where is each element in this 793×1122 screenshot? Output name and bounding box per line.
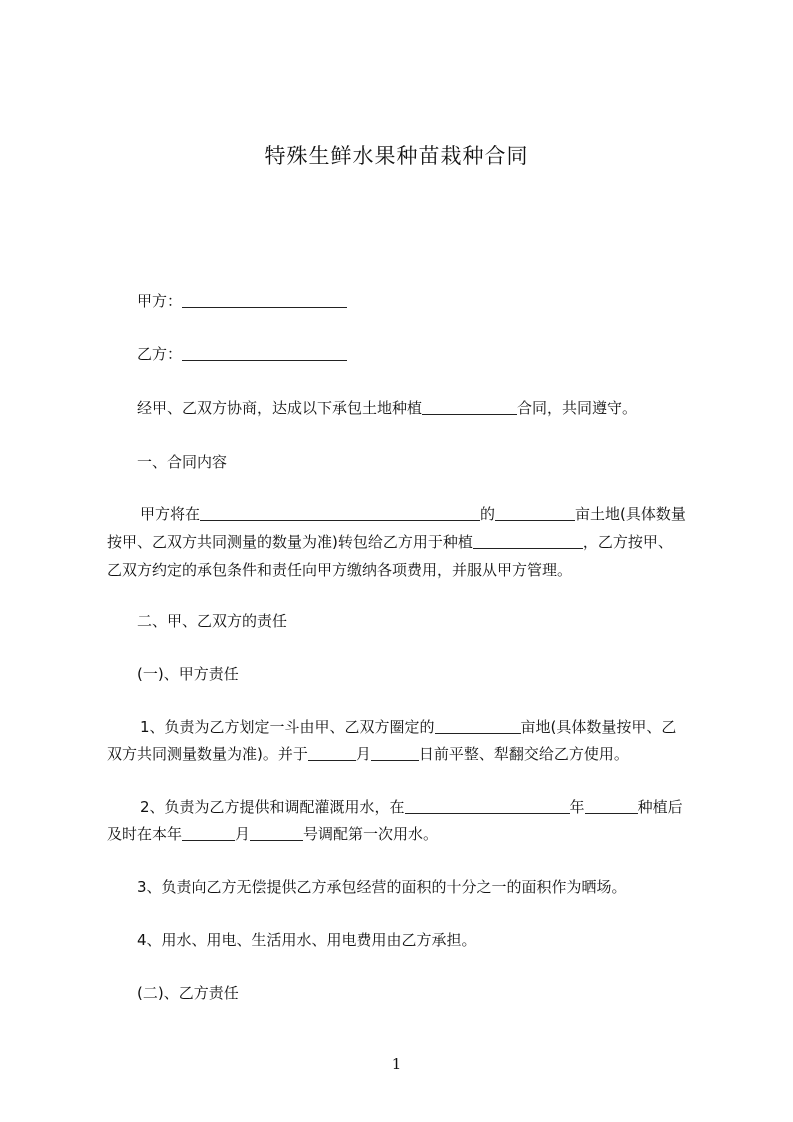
crop-blank[interactable] [422,400,517,415]
item2-line1 [140,797,683,817]
planting-blank[interactable] [473,534,583,549]
item1-month-blank[interactable] [308,746,356,761]
item3: 3、负责向乙方无偿提供乙方承包经营的面积的十分之一的面积作为晒场。 [137,878,627,896]
party-a-line [137,291,347,311]
item2-c: 种植后 [637,798,683,816]
party-b-blank[interactable] [182,346,347,361]
item2-year-blank[interactable] [585,799,638,814]
location-blank[interactable] [200,506,480,521]
section1-heading: 一、合同内容 [137,453,228,471]
party-b-line [137,344,347,364]
sub1-heading: (一)、甲方责任 [137,665,239,683]
item1-line2 [107,744,629,764]
item1-a: 1、负责为乙方划定一斗由甲、乙双方圈定的 [140,718,435,736]
s1-p1-a: 甲方将在 [140,505,201,523]
document-title: 特殊生鲜水果种苗栽种合同 [264,144,529,168]
item2-day-blank[interactable] [250,826,303,841]
sub2-heading: (二)、乙方责任 [137,984,239,1002]
area-blank[interactable] [495,506,575,521]
page-number: 1 [391,1055,402,1073]
s1-p1-b: 的 [480,505,496,523]
item2-b: 年 [569,798,585,816]
item4: 4、用水、用电、生活用水、用电费用由乙方承担。 [137,931,477,949]
party-b-label: 乙方： [137,345,183,363]
item2-f: 号调配第一次用水。 [303,825,439,843]
party-a-label: 甲方： [137,292,183,310]
s1-p2-a: 按甲、乙双方共同测量的数量为准)转包给乙方用于种植 [107,533,473,551]
item1-b: 亩地(具体数量按甲、乙 [520,718,677,736]
s1-line2 [107,532,673,552]
intro-paragraph [137,398,637,418]
item1-e: 日前平整、犁翻交给乙方使用。 [418,745,629,763]
item1-area-blank[interactable] [435,719,521,734]
item2-month-blank[interactable] [182,826,235,841]
s1-p1-c: 亩土地(具体数量 [575,505,686,523]
item1-line1 [140,717,676,737]
item2-e: 月 [235,825,251,843]
s1-line3: 乙双方约定的承包条件和责任向甲方缴纳各项费用，并服从甲方管理。 [107,561,573,579]
item2-d: 及时在本年 [107,825,183,843]
s1-p2-b: ，乙方按甲、 [582,533,673,551]
intro-text-2: 合同，共同遵守。 [517,399,638,417]
intro-text-1: 经甲、乙双方协商，达成以下承包土地种植 [137,399,423,417]
item1-day-blank[interactable] [371,746,419,761]
section2-heading: 二、甲、乙双方的责任 [137,612,288,630]
item2-line2 [107,824,438,844]
s1-line1 [140,504,686,524]
item2-place-blank[interactable] [405,799,570,814]
item1-d: 月 [355,745,371,763]
item1-c: 双方共同测量数量为准)。并于 [107,745,308,763]
party-a-blank[interactable] [182,293,347,308]
item2-a: 2、负责为乙方提供和调配灌溉用水，在 [140,798,405,816]
